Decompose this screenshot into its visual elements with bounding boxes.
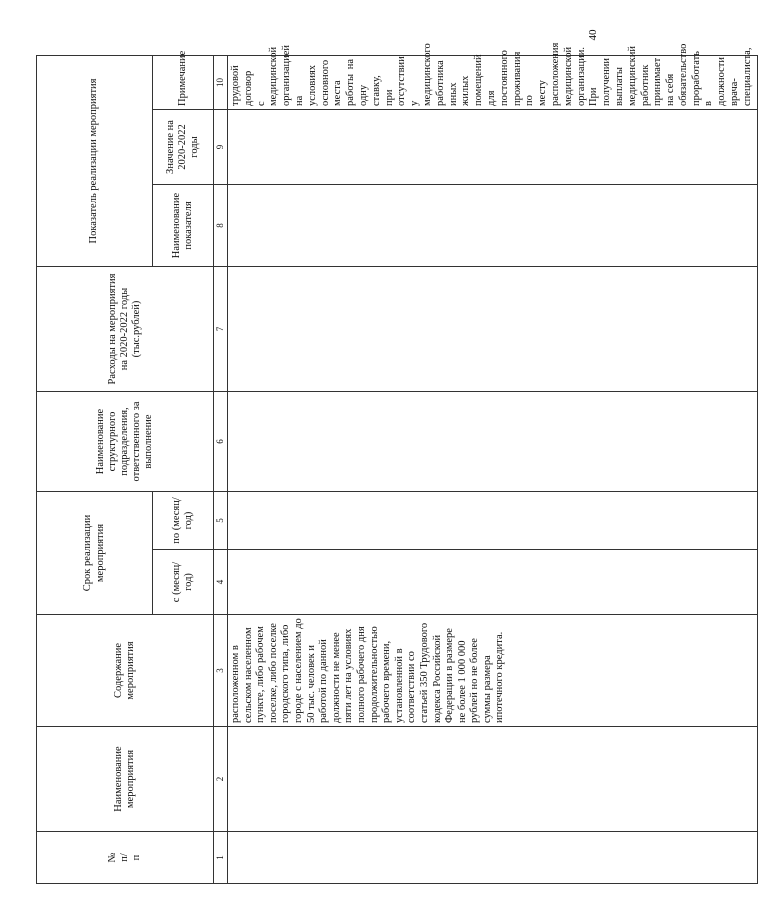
column-number: 8 [214, 185, 228, 267]
column-number: 9 [214, 110, 228, 185]
note-line: выплаты [613, 67, 625, 106]
page-number: 40 [587, 29, 599, 41]
header-activity-content: Содержание мероприятия [37, 615, 214, 727]
note-line: условиях [306, 64, 318, 106]
cell-indicator-value [228, 110, 758, 185]
cell-term-to [228, 492, 758, 550]
note-line: медицинский [626, 46, 638, 106]
note-line: ставку, при [370, 75, 395, 106]
cell-number [228, 832, 758, 884]
note-line: работник [639, 64, 651, 106]
cell-indicator-name [228, 185, 758, 267]
note-line: жилых помещений [460, 54, 485, 106]
note-line: трудовой договор [230, 65, 254, 106]
header-activity-name: Наименование мероприятия [37, 727, 214, 832]
note-line: отсутствии у [396, 56, 421, 106]
note-line: принимает на себя [652, 57, 677, 106]
header-expenses: Расходы на мероприятия на 2020-2022 годы (тыс.рублей) [37, 267, 214, 392]
note-line: медицинского [421, 43, 433, 106]
note-line: для постоянного [485, 50, 510, 106]
column-number: 2 [214, 727, 228, 832]
column-number: 5 [214, 492, 228, 550]
rotated-table-sheet [36, 42, 753, 884]
note-line: специалиста, [741, 47, 753, 106]
column-number: 1 [214, 832, 228, 884]
note-line: обязательство [677, 43, 689, 106]
cell-activity-name [228, 727, 758, 832]
cell-note [228, 42, 758, 110]
note-line: проживания по [511, 51, 536, 106]
column-number: 10 [214, 56, 228, 110]
activities-table [36, 42, 758, 884]
note-line: медицинской [562, 46, 574, 106]
column-number: 3 [214, 615, 228, 727]
note-line: проработать в [690, 51, 715, 106]
column-number: 6 [214, 392, 228, 492]
header-term-group: Срок реализации мероприятия [37, 492, 153, 615]
column-number-row [214, 56, 228, 884]
cell-expenses [228, 267, 758, 392]
note-line: получении [601, 57, 613, 106]
note-line: с медицинской [255, 46, 280, 106]
table-row [228, 56, 758, 884]
note-line: работы на одну [345, 59, 369, 106]
header-note: Примечание [153, 56, 214, 110]
header-indicator-value: Значение на 2020-2022 годы [153, 110, 214, 185]
note-line: расположения [549, 42, 561, 106]
cell-activity-content: расположенном в сельском населенном пункте, либо рабочем поселке, либо поселке городского типа, либо городе с населением до 50 тыс. человек и работой по данной должности не менее пяти лет на условиях полного рабочего дня продолжительностью рабочего времени, установленной в соответствии со статьей 350 Трудового кодекса Российской Федерации в размере не более 1 000 000 рублей но не более суммы размера ипотечного кредита. [228, 615, 758, 727]
header-number: № п/ п [37, 832, 214, 884]
column-number: 7 [214, 267, 228, 392]
cell-term-from [228, 550, 758, 615]
note-line: должности врача- [716, 57, 741, 106]
column-number: 4 [214, 550, 228, 615]
header-indicator-group: Показатель реализации мероприятия [37, 56, 153, 267]
note-line: работника иных [434, 60, 459, 106]
header-term-to: по (месяц/ год) [153, 492, 214, 550]
header-indicator-name: Наименование показателя [153, 185, 214, 267]
header-responsible-unit: Наименование структурного подразделения, ответственного за выполнение [37, 392, 214, 492]
header-term-from: с (месяц/ год) [153, 550, 214, 615]
note-line: организации. При [575, 47, 600, 106]
note-line: организацией на [281, 44, 305, 106]
note-line: месту [537, 80, 549, 106]
cell-responsible-unit [228, 392, 758, 492]
note-line: основного места [319, 59, 344, 106]
